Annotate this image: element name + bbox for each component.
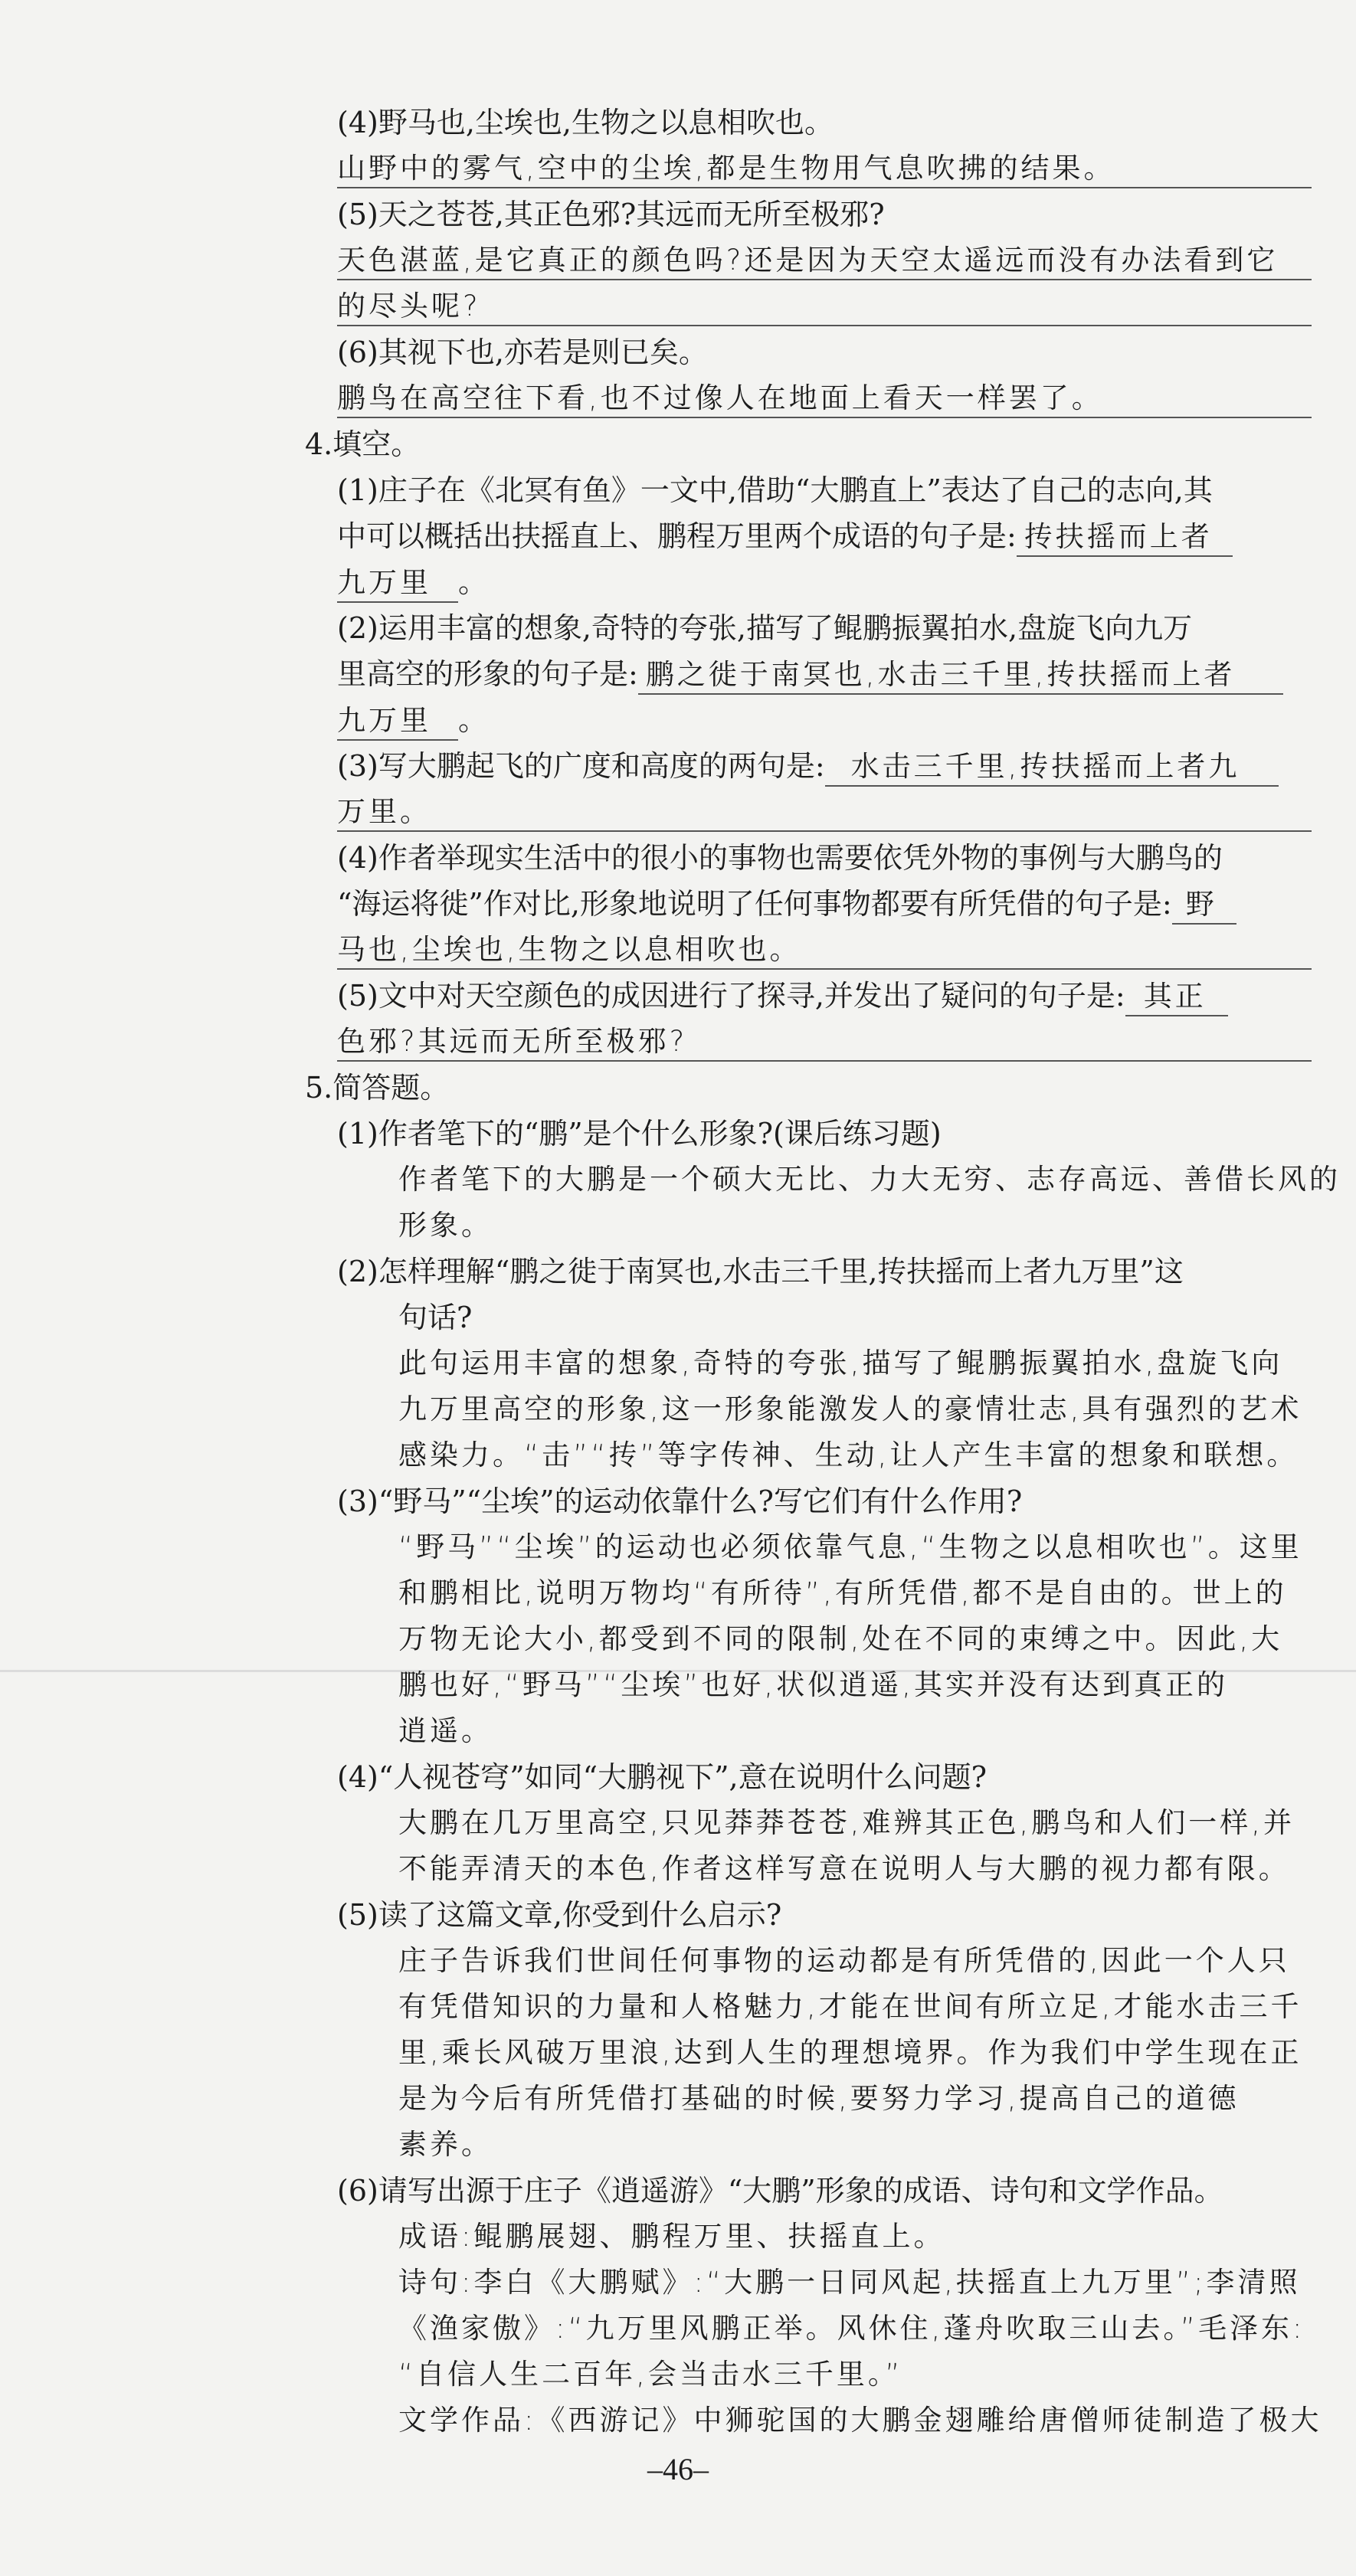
s4-a5-line2: 色邪?其远而无所至极邪? bbox=[337, 1023, 1312, 1062]
s4-q1-line1: (1)庄子在《北冥有鱼》一文中,借助“大鹏直上”表达了自己的志向,其 bbox=[337, 473, 1213, 507]
s4-q4-line1: (4)作者举现实生活中的很小的事物也需要依凭外物的事例与大鹏鸟的 bbox=[337, 841, 1223, 875]
s5-q1: (1)作者笔下的“鹏”是个什么形象?(课后练习题) bbox=[337, 1117, 942, 1151]
s5-a5-line2: 有凭借知识的力量和人格魅力,才能在世间有所立足,才能水击三千 bbox=[398, 1990, 1302, 2023]
section-4-title: 4.填空。 bbox=[305, 427, 421, 461]
s4-q1-line2 bbox=[337, 518, 1233, 557]
question-3-5: (5)天之苍苍,其正色邪?其远而无所至极邪? bbox=[337, 198, 885, 231]
s5-a5-line4: 是为今后有所凭借打基础的时候,要努力学习,提高自己的道德 bbox=[398, 2082, 1240, 2115]
s5-q6: (6)请写出源于庄子《逍遥游》“大鹏”形象的成语、诗句和文学作品。 bbox=[337, 2174, 1223, 2208]
s4-a2-line2: 九万里 bbox=[337, 702, 458, 741]
s4-a3-line2: 万里。 bbox=[337, 794, 1312, 832]
s4-q3-line1 bbox=[337, 748, 1279, 787]
s4-q2-line1: (2)运用丰富的想象,奇特的夸张,描写了鲲鹏振翼拍水,盘旋飞向九万 bbox=[337, 611, 1193, 645]
s5-a6-line5: 文学作品:《西游记》中狮驼国的大鹏金翅雕给唐僧师徒制造了极大 bbox=[398, 2404, 1322, 2437]
s5-q3: (3)“野马”“尘埃”的运动依靠什么?写它们有什么作用? bbox=[337, 1484, 1023, 1518]
s4-a1-line2-row: 九万里 。 bbox=[337, 564, 487, 603]
answer-3-4: 山野中的雾气,空中的尘埃,都是生物用气息吹拂的结果。 bbox=[337, 150, 1312, 188]
s5-a3-line3: 万物无论大小,都受到不同的限制,处在不同的束缚之中。因此,大 bbox=[398, 1622, 1283, 1655]
s5-a5-line1: 庄子告诉我们世间任何事物的运动都是有所凭借的,因此一个人只 bbox=[398, 1944, 1290, 1977]
s5-a6-line2: 诗句:李白《大鹏赋》:“大鹏一日同风起,扶摇直上九万里”;李清照 bbox=[398, 2266, 1301, 2299]
s4-a3-line1: 水击三千里,抟扶摇而上者九 bbox=[825, 748, 1279, 787]
s4-a4-line1: 野 bbox=[1172, 886, 1236, 925]
s4-q5-prompt: (5)文中对天空颜色的成因进行了探寻,并发出了疑问的句子是: bbox=[337, 979, 1125, 1013]
page-number: –46– bbox=[647, 2452, 709, 2486]
s5-a4-line2: 不能弄清天的本色,作者这样写意在说明人与大鹏的视力都有限。 bbox=[398, 1852, 1290, 1885]
s4-a5-line1: 其正 bbox=[1125, 978, 1228, 1016]
s5-a3-line5: 逍遥。 bbox=[398, 1714, 493, 1747]
s5-a2-line3: 感染力。“击”“抟”等字传神、生动,让人产生丰富的想象和联想。 bbox=[398, 1439, 1299, 1471]
s4-q2-prompt: 里高空的形象的句子是: bbox=[337, 657, 638, 691]
s5-a3-line2: 和鹏相比,说明万物均“有所待”,有所凭借,都不是自由的。世上的 bbox=[398, 1576, 1287, 1609]
s4-a2-line2-row: 九万里 。 bbox=[337, 702, 487, 741]
s4-q3-prompt: (3)写大鹏起飞的广度和高度的两句是: bbox=[337, 749, 825, 783]
s4-a4-line2: 马也,尘埃也,生物之以息相吹也。 bbox=[337, 931, 1312, 970]
s5-q5: (5)读了这篇文章,你受到什么启示? bbox=[337, 1898, 782, 1932]
s5-a1-line1: 作者笔下的大鹏是一个硕大无比、力大无穷、志存高远、善借长风的 bbox=[398, 1163, 1341, 1196]
s4-a1-line2: 九万里 bbox=[337, 565, 458, 603]
s5-q2-line1: (2)怎样理解“鹏之徙于南冥也,水击三千里,抟扶摇而上者九万里”这 bbox=[337, 1255, 1184, 1288]
s5-a2-line1: 此句运用丰富的想象,奇特的夸张,描写了鲲鹏振翼拍水,盘旋飞向 bbox=[398, 1347, 1283, 1380]
s4-a1-line1: 抟扶摇而上者 bbox=[1017, 519, 1233, 557]
s4-a2-line1: 鹏之徙于南冥也,水击三千里,抟扶摇而上者 bbox=[638, 656, 1283, 695]
s5-a6-line1: 成语:鲲鹏展翅、鹏程万里、扶摇直上。 bbox=[398, 2220, 945, 2253]
answer-3-5-line1: 天色湛蓝,是它真正的颜色吗?还是因为天空太遥远而没有办法看到它 bbox=[337, 242, 1312, 280]
s4-q2-line2 bbox=[337, 656, 1283, 695]
s4-q4-line2 bbox=[337, 885, 1236, 925]
question-3-4: (4)野马也,尘埃也,生物之以息相吹也。 bbox=[337, 106, 834, 139]
s5-a3-line4: 鹏也好,“野马”“尘埃”也好,状似逍遥,其实并没有达到真正的 bbox=[398, 1668, 1228, 1701]
s4-q5-line1 bbox=[337, 977, 1228, 1016]
answer-3-5-line2: 的尽头呢? bbox=[337, 288, 1312, 326]
s5-a6-line3: 《渔家傲》:“九万里风鹏正举。风休住,蓬舟吹取三山去。”毛泽东: bbox=[398, 2312, 1305, 2345]
s5-q4: (4)“人视苍穹”如同“大鹏视下”,意在说明什么问题? bbox=[337, 1760, 987, 1794]
s5-a4-line1: 大鹏在几万里高空,只见莽莽苍苍,难辨其正色,鹏鸟和人们一样,并 bbox=[398, 1806, 1295, 1839]
s5-a3-line1: “野马”“尘埃”的运动也必须依靠气息,“生物之以息相吹也”。这里 bbox=[398, 1530, 1302, 1563]
question-3-6: (6)其视下也,亦若是则已矣。 bbox=[337, 336, 708, 369]
section-5-title: 5.简答题。 bbox=[305, 1071, 450, 1105]
s5-a6-line4: “自信人生二百年,会当击水三千里。” bbox=[398, 2358, 903, 2391]
answer-3-6: 鹏鸟在高空往下看,也不过像人在地面上看天一样罢了。 bbox=[337, 380, 1312, 418]
s4-q1-prompt: 中可以概括出扶摇直上、鹏程万里两个成语的句子是: bbox=[337, 519, 1017, 553]
s4-q4-prompt: “海运将徙”作对比,形象地说明了任何事物都要有所凭借的句子是: bbox=[337, 887, 1172, 921]
s5-a5-line5: 素养。 bbox=[398, 2128, 493, 2161]
s5-a1-line2: 形象。 bbox=[398, 1209, 493, 1242]
s5-q2-line2: 句话? bbox=[398, 1301, 473, 1334]
s5-a5-line3: 里,乘长风破万里浪,达到人生的理想境界。作为我们中学生现在正 bbox=[398, 2036, 1302, 2069]
s5-a2-line2: 九万里高空的形象,这一形象能激发人的豪情壮志,具有强烈的艺术 bbox=[398, 1393, 1302, 1425]
